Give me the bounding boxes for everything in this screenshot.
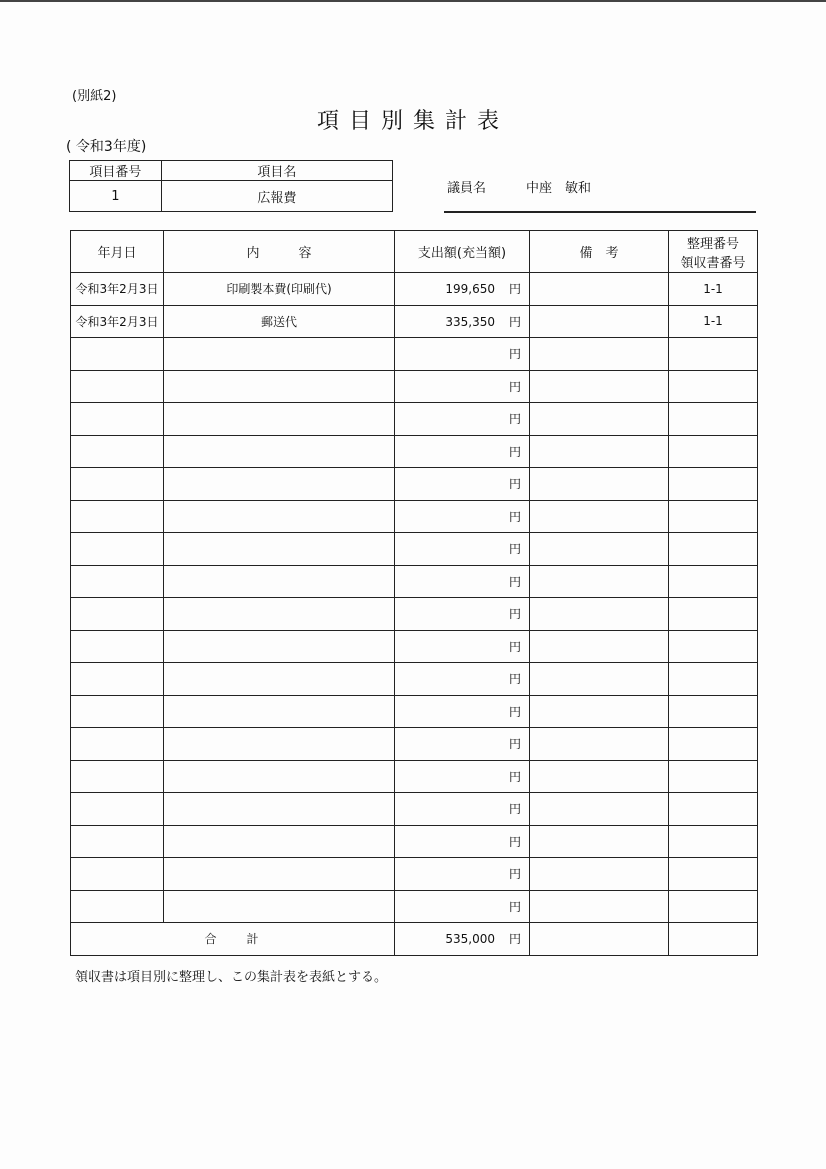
row-date <box>71 370 164 403</box>
row-yen: 円 <box>508 737 521 752</box>
header-remarks: 備 考 <box>530 231 669 273</box>
row-reference <box>669 435 758 468</box>
row-amount-cell <box>395 793 530 826</box>
row-remarks <box>530 338 669 371</box>
row-yen: 円 <box>508 802 521 817</box>
row-remarks <box>530 533 669 566</box>
row-remarks <box>530 825 669 858</box>
row-amount-cell <box>395 305 530 338</box>
row-yen: 円 <box>508 379 521 394</box>
row-reference <box>669 890 758 923</box>
row-reference <box>669 825 758 858</box>
row-amount-cell <box>395 630 530 663</box>
header-date: 年月日 <box>71 231 164 273</box>
row-yen: 円 <box>508 282 521 297</box>
row-reference <box>669 728 758 761</box>
row-reference <box>669 533 758 566</box>
row-remarks <box>530 890 669 923</box>
row-content <box>164 890 395 923</box>
table-row <box>71 305 758 338</box>
header-reference <box>669 231 758 273</box>
row-date: 令和3年2月3日 <box>71 273 164 306</box>
attachment-label: (別紙2) <box>72 89 117 104</box>
row-amount-cell <box>395 760 530 793</box>
row-content <box>164 565 395 598</box>
header-amount: 支出額(充当額) <box>395 231 530 273</box>
row-date <box>71 728 164 761</box>
row-amount-cell <box>395 468 530 501</box>
row-amount-cell <box>395 533 530 566</box>
row-amount-cell <box>395 695 530 728</box>
row-reference: 1-1 <box>669 305 758 338</box>
row-amount: 199,650 <box>445 282 495 297</box>
table-row <box>71 565 758 598</box>
row-reference <box>669 500 758 533</box>
row-amount-cell <box>395 403 530 436</box>
row-remarks <box>530 793 669 826</box>
row-content <box>164 728 395 761</box>
row-remarks <box>530 760 669 793</box>
row-yen: 円 <box>508 477 521 492</box>
row-date <box>71 825 164 858</box>
row-remarks <box>530 370 669 403</box>
row-date <box>71 338 164 371</box>
row-reference <box>669 468 758 501</box>
row-content: 印刷製本費(印刷代) <box>164 273 395 306</box>
row-date <box>71 695 164 728</box>
row-reference <box>669 663 758 696</box>
member-name: 中座 敏和 <box>526 181 592 196</box>
table-row <box>71 630 758 663</box>
item-name-value: 広報費 <box>161 181 392 212</box>
member-underline <box>444 211 756 213</box>
fiscal-year: ( 令和3年度) <box>66 139 147 155</box>
table-row <box>71 598 758 631</box>
item-name-header: 項目名 <box>161 161 392 181</box>
header-reference-line2: 領収書番号 <box>680 255 746 271</box>
row-date: 令和3年2月3日 <box>71 305 164 338</box>
row-reference <box>669 793 758 826</box>
total-amount-cell <box>395 923 530 956</box>
row-yen: 円 <box>508 899 521 914</box>
row-date <box>71 760 164 793</box>
row-remarks <box>530 305 669 338</box>
row-remarks <box>530 565 669 598</box>
row-remarks <box>530 468 669 501</box>
row-amount-cell <box>395 598 530 631</box>
row-remarks <box>530 663 669 696</box>
row-reference <box>669 338 758 371</box>
row-content <box>164 663 395 696</box>
row-content <box>164 695 395 728</box>
row-content <box>164 500 395 533</box>
row-content <box>164 435 395 468</box>
row-reference <box>669 695 758 728</box>
row-remarks <box>530 435 669 468</box>
table-row <box>71 435 758 468</box>
row-amount-cell <box>395 435 530 468</box>
table-row <box>71 468 758 501</box>
row-amount-cell <box>395 565 530 598</box>
row-reference: 1-1 <box>669 273 758 306</box>
member-field <box>447 177 591 196</box>
table-row <box>71 760 758 793</box>
total-reference <box>669 923 758 956</box>
footnote: 領収書は項目別に整理し、この集計表を表紙とする。 <box>75 970 388 985</box>
row-yen: 円 <box>508 769 521 784</box>
table-row <box>71 533 758 566</box>
row-content <box>164 468 395 501</box>
row-content <box>164 370 395 403</box>
item-number-value: 1 <box>70 181 162 212</box>
header-reference-line1: 整理番号 <box>686 236 739 252</box>
row-date <box>71 468 164 501</box>
row-date <box>71 663 164 696</box>
row-remarks <box>530 858 669 891</box>
row-yen: 円 <box>508 639 521 654</box>
row-content <box>164 858 395 891</box>
row-reference <box>669 598 758 631</box>
row-date <box>71 565 164 598</box>
row-remarks <box>530 728 669 761</box>
row-remarks <box>530 273 669 306</box>
row-remarks <box>530 695 669 728</box>
row-yen: 円 <box>508 412 521 427</box>
total-label: 合 計 <box>71 923 395 956</box>
row-content <box>164 825 395 858</box>
table-row <box>71 858 758 891</box>
table-row <box>71 273 758 306</box>
table-row <box>71 500 758 533</box>
row-content <box>164 338 395 371</box>
row-amount-cell <box>395 273 530 306</box>
row-amount-cell <box>395 825 530 858</box>
table-row <box>71 370 758 403</box>
row-remarks <box>530 403 669 436</box>
total-remarks <box>530 923 669 956</box>
row-reference <box>669 370 758 403</box>
row-reference <box>669 403 758 436</box>
row-reference <box>669 858 758 891</box>
row-content <box>164 630 395 663</box>
row-yen: 円 <box>508 509 521 524</box>
total-yen: 円 <box>508 932 521 947</box>
row-amount-cell <box>395 728 530 761</box>
expense-table <box>70 230 758 956</box>
top-border-line <box>0 0 826 2</box>
row-content <box>164 793 395 826</box>
total-amount: 535,000 <box>445 932 495 947</box>
row-amount-cell <box>395 500 530 533</box>
table-row <box>71 793 758 826</box>
row-content: 郵送代 <box>164 305 395 338</box>
row-date <box>71 630 164 663</box>
table-row <box>71 890 758 923</box>
row-yen: 円 <box>508 704 521 719</box>
row-date <box>71 890 164 923</box>
row-remarks <box>530 598 669 631</box>
row-content <box>164 598 395 631</box>
row-date <box>71 435 164 468</box>
row-yen: 円 <box>508 347 521 362</box>
row-amount-cell <box>395 890 530 923</box>
table-row <box>71 728 758 761</box>
row-content <box>164 760 395 793</box>
row-yen: 円 <box>508 542 521 557</box>
row-remarks <box>530 500 669 533</box>
row-yen: 円 <box>508 607 521 622</box>
row-yen: 円 <box>508 834 521 849</box>
row-date <box>71 793 164 826</box>
table-row <box>71 695 758 728</box>
row-remarks <box>530 630 669 663</box>
row-date <box>71 403 164 436</box>
row-yen: 円 <box>508 672 521 687</box>
item-number-header: 項目番号 <box>70 161 162 181</box>
member-label: 議員名 <box>447 181 487 196</box>
row-content <box>164 533 395 566</box>
row-amount: 335,350 <box>445 314 495 329</box>
row-date <box>71 500 164 533</box>
row-yen: 円 <box>508 314 521 329</box>
row-yen: 円 <box>508 444 521 459</box>
row-amount-cell <box>395 858 530 891</box>
row-amount-cell <box>395 338 530 371</box>
table-row <box>71 825 758 858</box>
page-title: 項目別集計表 <box>316 109 509 134</box>
table-row <box>71 663 758 696</box>
row-yen: 円 <box>508 867 521 882</box>
table-row <box>71 403 758 436</box>
row-amount-cell <box>395 663 530 696</box>
row-amount-cell <box>395 370 530 403</box>
row-reference <box>669 630 758 663</box>
table-row <box>71 338 758 371</box>
row-date <box>71 858 164 891</box>
row-date <box>71 598 164 631</box>
item-info-table <box>69 160 393 212</box>
row-date <box>71 533 164 566</box>
header-content: 内 容 <box>164 231 395 273</box>
row-reference <box>669 565 758 598</box>
row-yen: 円 <box>508 574 521 589</box>
row-content <box>164 403 395 436</box>
row-reference <box>669 760 758 793</box>
total-row <box>71 923 758 956</box>
